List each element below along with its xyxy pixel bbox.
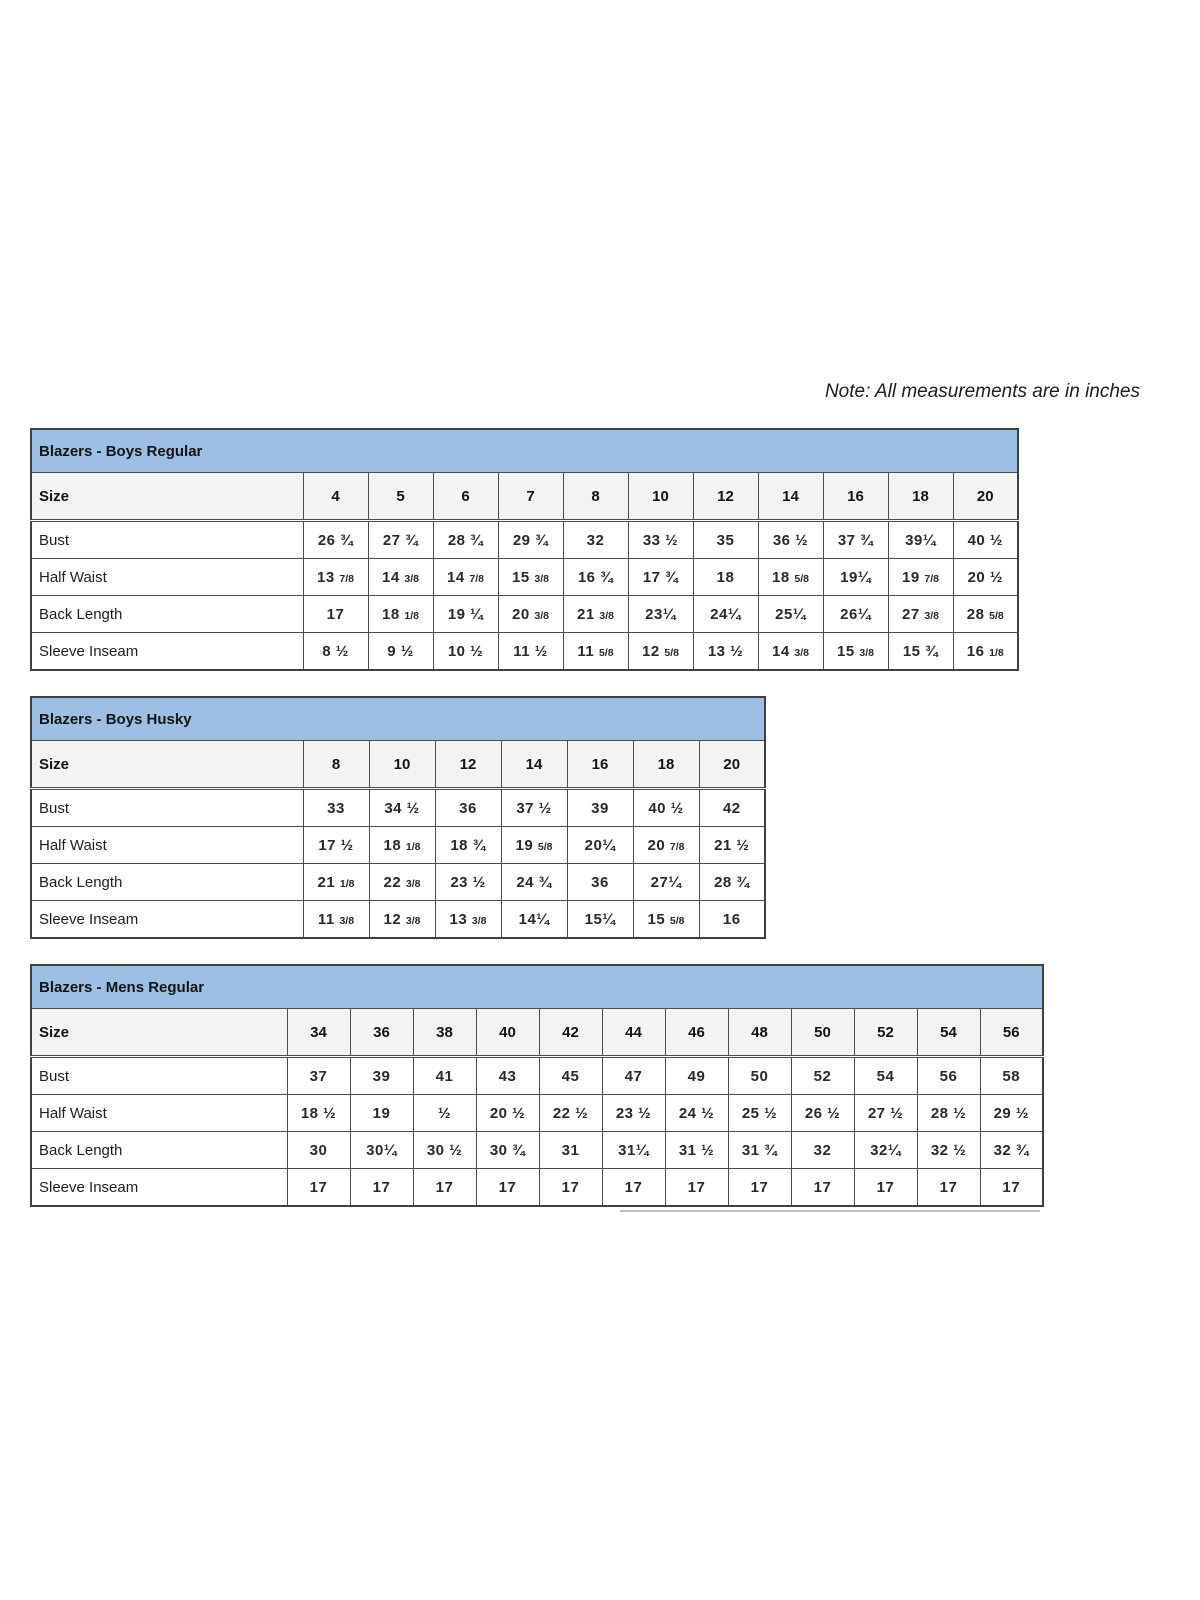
size-header-cell: 10 [369, 741, 435, 789]
value-cell: 36 ½ [758, 521, 823, 559]
table-row [31, 901, 765, 939]
value-cell: 18 1/8 [369, 827, 435, 864]
value-cell: 28 ¾ [433, 521, 498, 559]
value-cell: 36 [567, 864, 633, 901]
value-cell: 19 7/8 [888, 559, 953, 596]
value-cell: 37 ¾ [823, 521, 888, 559]
size-header-cell: 8 [563, 473, 628, 521]
row-label: Bust [31, 521, 303, 559]
size-header-label: Size [31, 741, 303, 789]
value-cell: 12 3/8 [369, 901, 435, 939]
table-row [31, 789, 765, 827]
value-cell: 39 [567, 789, 633, 827]
size-header-label: Size [31, 473, 303, 521]
size-header-cell: 56 [980, 1009, 1043, 1057]
value-cell: 17 [791, 1169, 854, 1207]
value-cell: 17 [287, 1169, 350, 1207]
value-cell: 18 ½ [287, 1095, 350, 1132]
value-cell: 17 [413, 1169, 476, 1207]
table-row [31, 1132, 1043, 1169]
row-label: Half Waist [31, 1095, 287, 1132]
value-cell: 17 [665, 1169, 728, 1207]
value-cell: 28 ¾ [699, 864, 765, 901]
row-label: Back Length [31, 864, 303, 901]
value-cell: 20 ½ [953, 559, 1018, 596]
value-cell: 19 [350, 1095, 413, 1132]
value-cell: 27 3/8 [888, 596, 953, 633]
table-row [31, 827, 765, 864]
size-header-row [31, 741, 765, 789]
value-cell: 42 [699, 789, 765, 827]
value-cell: 8 ½ [303, 633, 368, 671]
size-chart-table [30, 428, 1019, 671]
value-cell: 12 5/8 [628, 633, 693, 671]
value-cell: 13 3/8 [435, 901, 501, 939]
size-header-cell: 14 [501, 741, 567, 789]
value-cell: 41 [413, 1057, 476, 1095]
row-label: Half Waist [31, 827, 303, 864]
table-title: Blazers - Mens Regular [31, 965, 1043, 1009]
value-cell: 39 [350, 1057, 413, 1095]
scan-artifact-line [620, 1210, 1040, 1212]
row-label: Sleeve Inseam [31, 1169, 287, 1207]
value-cell: 27¼ [633, 864, 699, 901]
table-row [31, 596, 1018, 633]
value-cell: 26 ½ [791, 1095, 854, 1132]
value-cell: 14 3/8 [758, 633, 823, 671]
measurements-note: Note: All measurements are in inches [824, 381, 1140, 402]
value-cell: 11 3/8 [303, 901, 369, 939]
value-cell: 17 [350, 1169, 413, 1207]
value-cell: 17 [539, 1169, 602, 1207]
value-cell: 17 [854, 1169, 917, 1207]
size-header-cell: 16 [567, 741, 633, 789]
table-title: Blazers - Boys Husky [31, 697, 765, 741]
value-cell: 58 [980, 1057, 1043, 1095]
size-header-cell: 6 [433, 473, 498, 521]
value-cell: 23 ½ [435, 864, 501, 901]
value-cell: 17 [728, 1169, 791, 1207]
value-cell: 10 ½ [433, 633, 498, 671]
value-cell: 31 [539, 1132, 602, 1169]
value-cell: 15¼ [567, 901, 633, 939]
value-cell: 28 ½ [917, 1095, 980, 1132]
value-cell: 31 ¾ [728, 1132, 791, 1169]
value-cell: 22 3/8 [369, 864, 435, 901]
value-cell: 49 [665, 1057, 728, 1095]
value-cell: 33 ½ [628, 521, 693, 559]
value-cell: 11 5/8 [563, 633, 628, 671]
value-cell: 32 ½ [917, 1132, 980, 1169]
table-row [31, 864, 765, 901]
size-header-cell: 48 [728, 1009, 791, 1057]
value-cell: 32 ¾ [980, 1132, 1043, 1169]
value-cell: 13 7/8 [303, 559, 368, 596]
value-cell: 31¼ [602, 1132, 665, 1169]
size-header-cell: 44 [602, 1009, 665, 1057]
value-cell: 20¼ [567, 827, 633, 864]
value-cell: 20 ½ [476, 1095, 539, 1132]
value-cell: 15 3/8 [498, 559, 563, 596]
value-cell: 11 ½ [498, 633, 563, 671]
size-header-label: Size [31, 1009, 287, 1057]
size-header-cell: 10 [628, 473, 693, 521]
table-row [31, 633, 1018, 671]
value-cell: 19 5/8 [501, 827, 567, 864]
value-cell: 28 5/8 [953, 596, 1018, 633]
value-cell: 32 [563, 521, 628, 559]
value-cell: 15 ¾ [888, 633, 953, 671]
size-header-cell: 42 [539, 1009, 602, 1057]
table-title: Blazers - Boys Regular [31, 429, 1018, 473]
row-label: Back Length [31, 1132, 287, 1169]
value-cell: 54 [854, 1057, 917, 1095]
value-cell: 24¼ [693, 596, 758, 633]
value-cell: 33 [303, 789, 369, 827]
value-cell: 18 5/8 [758, 559, 823, 596]
value-cell: 24 ¾ [501, 864, 567, 901]
size-header-cell: 14 [758, 473, 823, 521]
value-cell: 47 [602, 1057, 665, 1095]
size-chart-0 [30, 428, 1044, 671]
value-cell: 16 [699, 901, 765, 939]
value-cell: 52 [791, 1057, 854, 1095]
size-header-cell: 54 [917, 1009, 980, 1057]
size-header-cell: 38 [413, 1009, 476, 1057]
value-cell: 20 3/8 [498, 596, 563, 633]
size-header-row [31, 473, 1018, 521]
value-cell: 21 3/8 [563, 596, 628, 633]
value-cell: 17 ¾ [628, 559, 693, 596]
value-cell: 17 ½ [303, 827, 369, 864]
value-cell: 30 [287, 1132, 350, 1169]
size-chart-table [30, 964, 1044, 1207]
value-cell: 30 ½ [413, 1132, 476, 1169]
value-cell: 24 ½ [665, 1095, 728, 1132]
row-label: Half Waist [31, 559, 303, 596]
size-header-cell: 16 [823, 473, 888, 521]
value-cell: 18 [693, 559, 758, 596]
value-cell: 23¼ [628, 596, 693, 633]
value-cell: 18 ¾ [435, 827, 501, 864]
value-cell: 27 ½ [854, 1095, 917, 1132]
size-header-cell: 52 [854, 1009, 917, 1057]
value-cell: 32¼ [854, 1132, 917, 1169]
size-header-cell: 46 [665, 1009, 728, 1057]
size-header-cell: 20 [699, 741, 765, 789]
value-cell: 17 [476, 1169, 539, 1207]
value-cell: 14 7/8 [433, 559, 498, 596]
size-header-cell: 18 [888, 473, 953, 521]
table-row [31, 1169, 1043, 1207]
size-header-cell: 12 [435, 741, 501, 789]
size-header-cell: 40 [476, 1009, 539, 1057]
size-chart-2 [30, 964, 1044, 1212]
value-cell: 14 3/8 [368, 559, 433, 596]
value-cell: 37 [287, 1057, 350, 1095]
value-cell: 45 [539, 1057, 602, 1095]
value-cell: 36 [435, 789, 501, 827]
value-cell: 56 [917, 1057, 980, 1095]
value-cell: 16 ¾ [563, 559, 628, 596]
value-cell: 23 ½ [602, 1095, 665, 1132]
value-cell: 30 ¾ [476, 1132, 539, 1169]
value-cell: 29 ½ [980, 1095, 1043, 1132]
value-cell: 25 ½ [728, 1095, 791, 1132]
value-cell: 15 3/8 [823, 633, 888, 671]
size-header-cell: 8 [303, 741, 369, 789]
value-cell: 25¼ [758, 596, 823, 633]
value-cell: 15 5/8 [633, 901, 699, 939]
value-cell: 17 [303, 596, 368, 633]
row-label: Bust [31, 1057, 287, 1095]
value-cell: 19¼ [823, 559, 888, 596]
value-cell: ½ [413, 1095, 476, 1132]
value-cell: 21 1/8 [303, 864, 369, 901]
value-cell: 18 1/8 [368, 596, 433, 633]
value-cell: 32 [791, 1132, 854, 1169]
size-header-row [31, 1009, 1043, 1057]
value-cell: 39¼ [888, 521, 953, 559]
size-chart-table [30, 696, 766, 939]
value-cell: 37 ½ [501, 789, 567, 827]
size-header-cell: 18 [633, 741, 699, 789]
value-cell: 35 [693, 521, 758, 559]
row-label: Bust [31, 789, 303, 827]
value-cell: 21 ½ [699, 827, 765, 864]
value-cell: 26¼ [823, 596, 888, 633]
value-cell: 31 ½ [665, 1132, 728, 1169]
table-row [31, 521, 1018, 559]
table-row [31, 559, 1018, 596]
value-cell: 50 [728, 1057, 791, 1095]
value-cell: 14¼ [501, 901, 567, 939]
value-cell: 16 1/8 [953, 633, 1018, 671]
size-header-cell: 5 [368, 473, 433, 521]
row-label: Sleeve Inseam [31, 633, 303, 671]
size-charts-container [30, 428, 1044, 1237]
row-label: Back Length [31, 596, 303, 633]
value-cell: 40 ½ [633, 789, 699, 827]
size-header-cell: 12 [693, 473, 758, 521]
value-cell: 34 ½ [369, 789, 435, 827]
value-cell: 17 [917, 1169, 980, 1207]
size-header-cell: 34 [287, 1009, 350, 1057]
value-cell: 20 7/8 [633, 827, 699, 864]
value-cell: 29 ¾ [498, 521, 563, 559]
value-cell: 13 ½ [693, 633, 758, 671]
size-header-cell: 7 [498, 473, 563, 521]
table-row [31, 1095, 1043, 1132]
value-cell: 19 ¼ [433, 596, 498, 633]
size-chart-1 [30, 696, 1044, 939]
table-row [31, 1057, 1043, 1095]
size-header-cell: 50 [791, 1009, 854, 1057]
row-label: Sleeve Inseam [31, 901, 303, 939]
value-cell: 27 ¾ [368, 521, 433, 559]
value-cell: 43 [476, 1057, 539, 1095]
size-header-cell: 4 [303, 473, 368, 521]
value-cell: 40 ½ [953, 521, 1018, 559]
size-header-cell: 36 [350, 1009, 413, 1057]
value-cell: 30¼ [350, 1132, 413, 1169]
value-cell: 9 ½ [368, 633, 433, 671]
size-header-cell: 20 [953, 473, 1018, 521]
value-cell: 17 [980, 1169, 1043, 1207]
value-cell: 17 [602, 1169, 665, 1207]
value-cell: 26 ¾ [303, 521, 368, 559]
value-cell: 22 ½ [539, 1095, 602, 1132]
